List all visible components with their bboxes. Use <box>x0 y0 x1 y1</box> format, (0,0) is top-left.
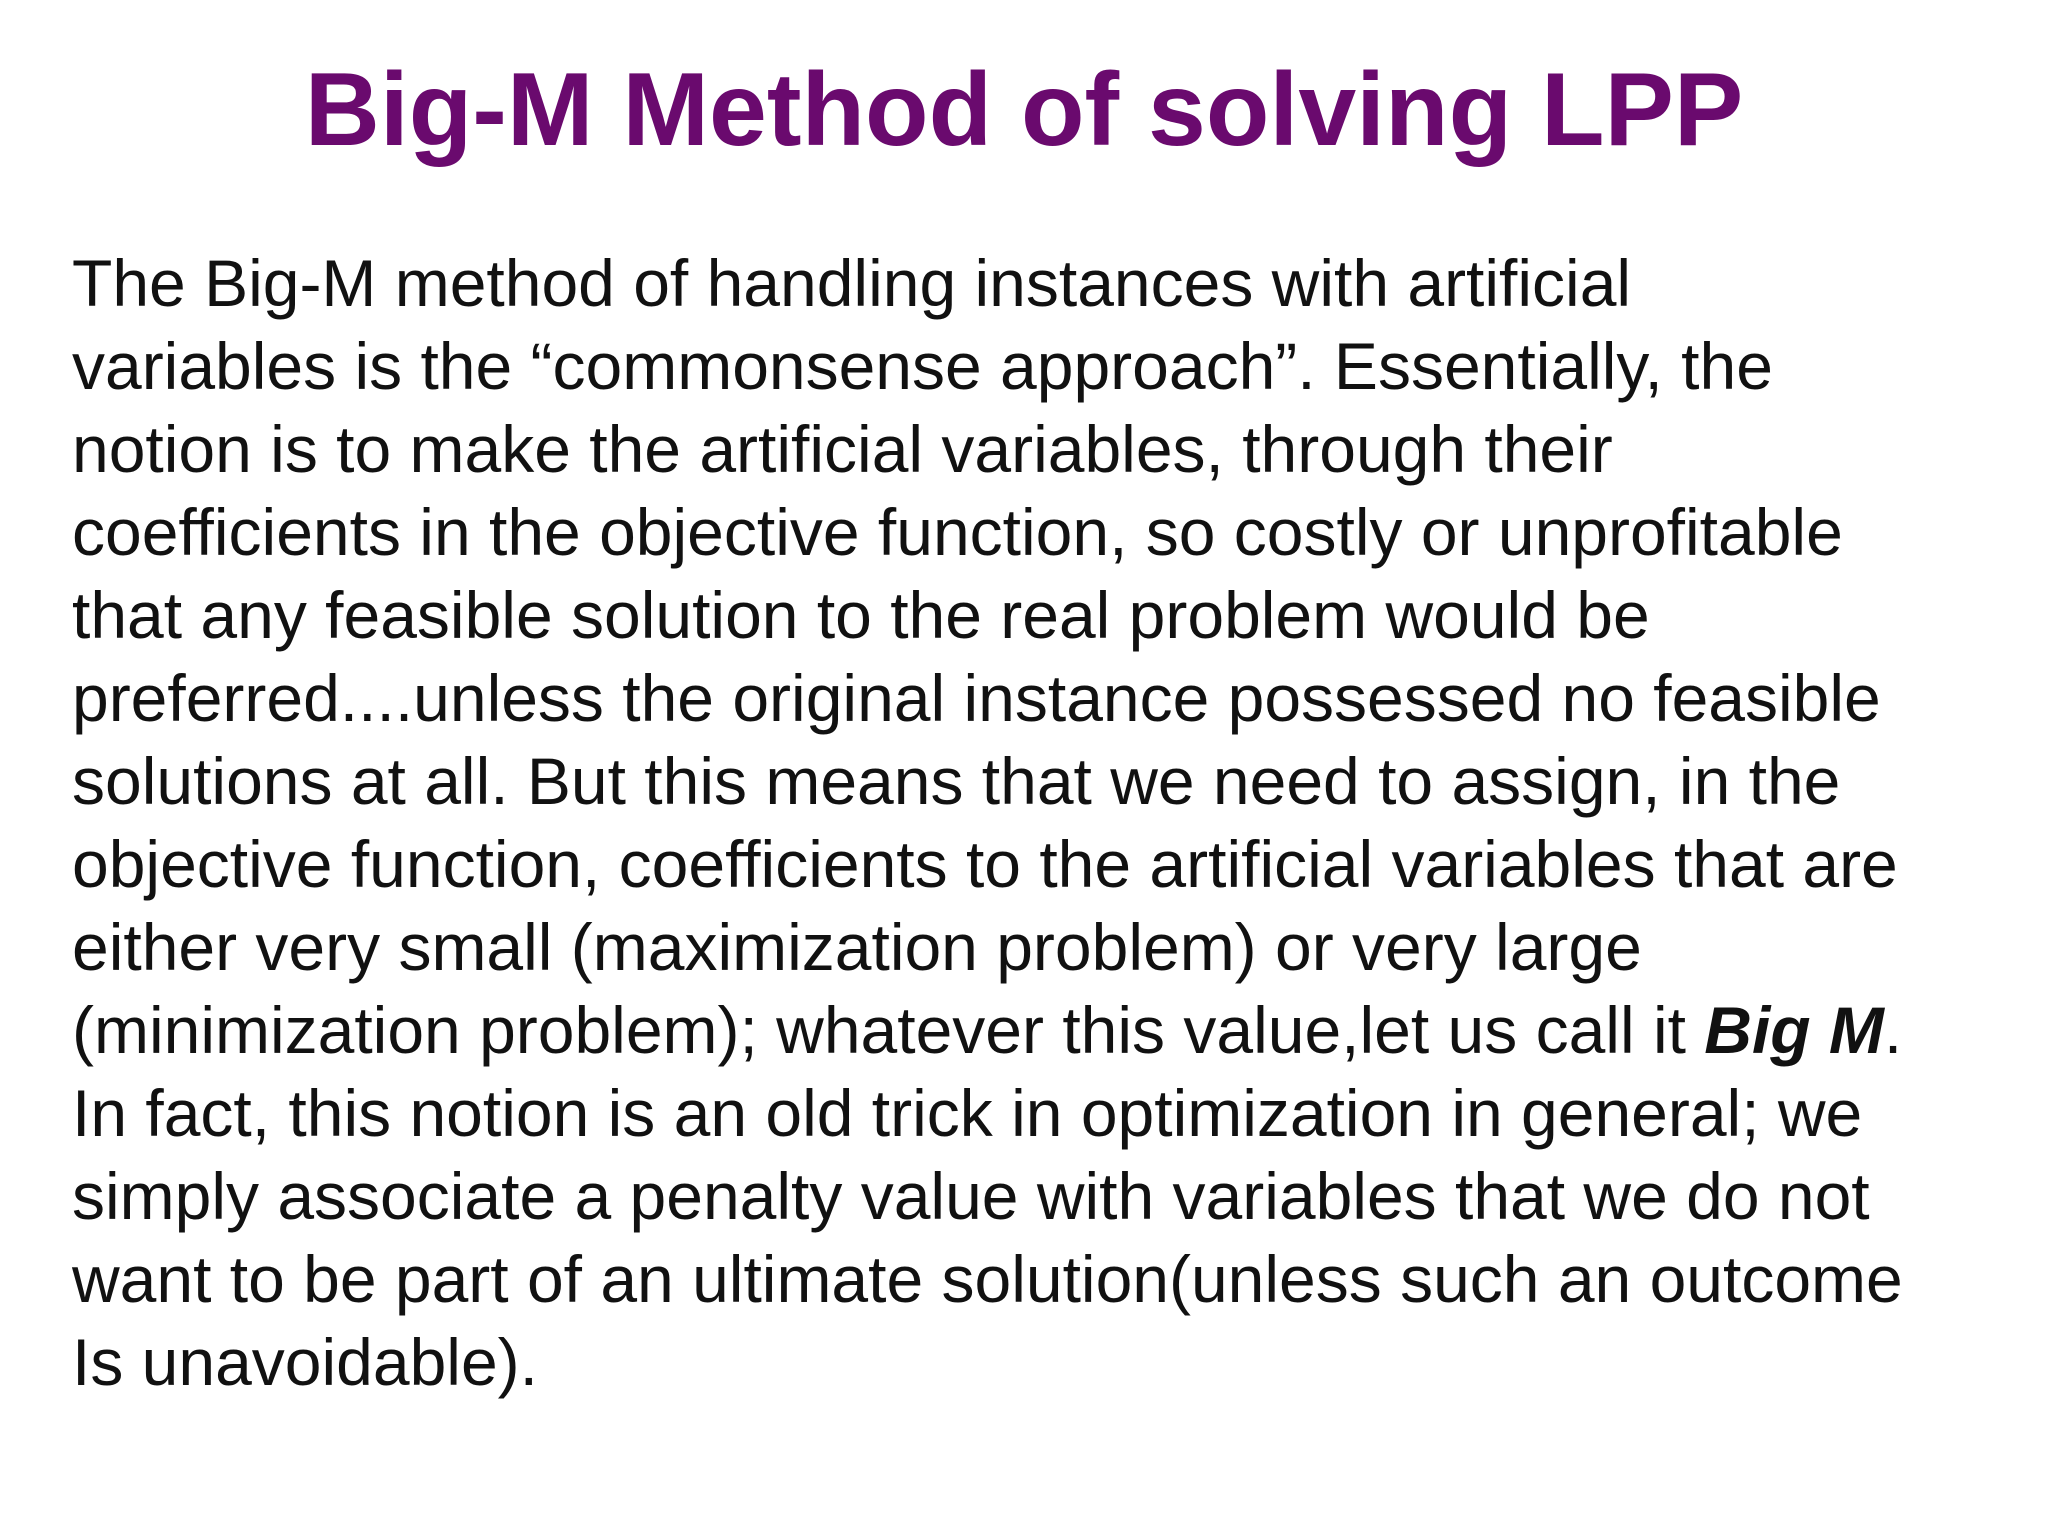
paragraph-line: simply associate a penalty value with variables that we do not <box>72 1159 1870 1233</box>
paragraph-line: coefficients in the objective function, so costly or unprofitable <box>72 495 1843 569</box>
paragraph-line: The Big-M method of handling instances with artificial <box>72 246 1632 320</box>
body-paragraph <box>72 242 2032 1404</box>
line-text-before-emphasis: (minimization problem); whatever this value,let us call it <box>72 993 1705 1067</box>
paragraph-line: objective function, coefficients to the artificial variables that are <box>72 827 1898 901</box>
big-m-emphasis: Big M <box>1704 993 1884 1067</box>
paragraph-line: either very small (maximization problem) or very large <box>72 910 1642 984</box>
paragraph-line: solutions at all. But this means that we need to assign, in the <box>72 744 1841 818</box>
slide-title: Big-M Method of solving LPP <box>304 52 1744 168</box>
line-text-after-emphasis: . <box>1883 993 1903 1067</box>
paragraph-line: Is unavoidable). <box>72 1325 538 1399</box>
paragraph-line-big-m <box>72 989 2032 1072</box>
paragraph-line: that any feasible solution to the real problem would be <box>72 578 1650 652</box>
paragraph-line: want to be part of an ultimate solution(unless such an outcome <box>72 1242 1903 1316</box>
paragraph-line: preferred....unless the original instance possessed no feasible <box>72 661 1881 735</box>
paragraph-line: notion is to make the artificial variables, through their <box>72 412 1613 486</box>
paragraph-line: In fact, this notion is an old trick in optimization in general; we <box>72 1076 1863 1150</box>
paragraph-line: variables is the “commonsense approach”. Essentially, the <box>72 329 1773 403</box>
